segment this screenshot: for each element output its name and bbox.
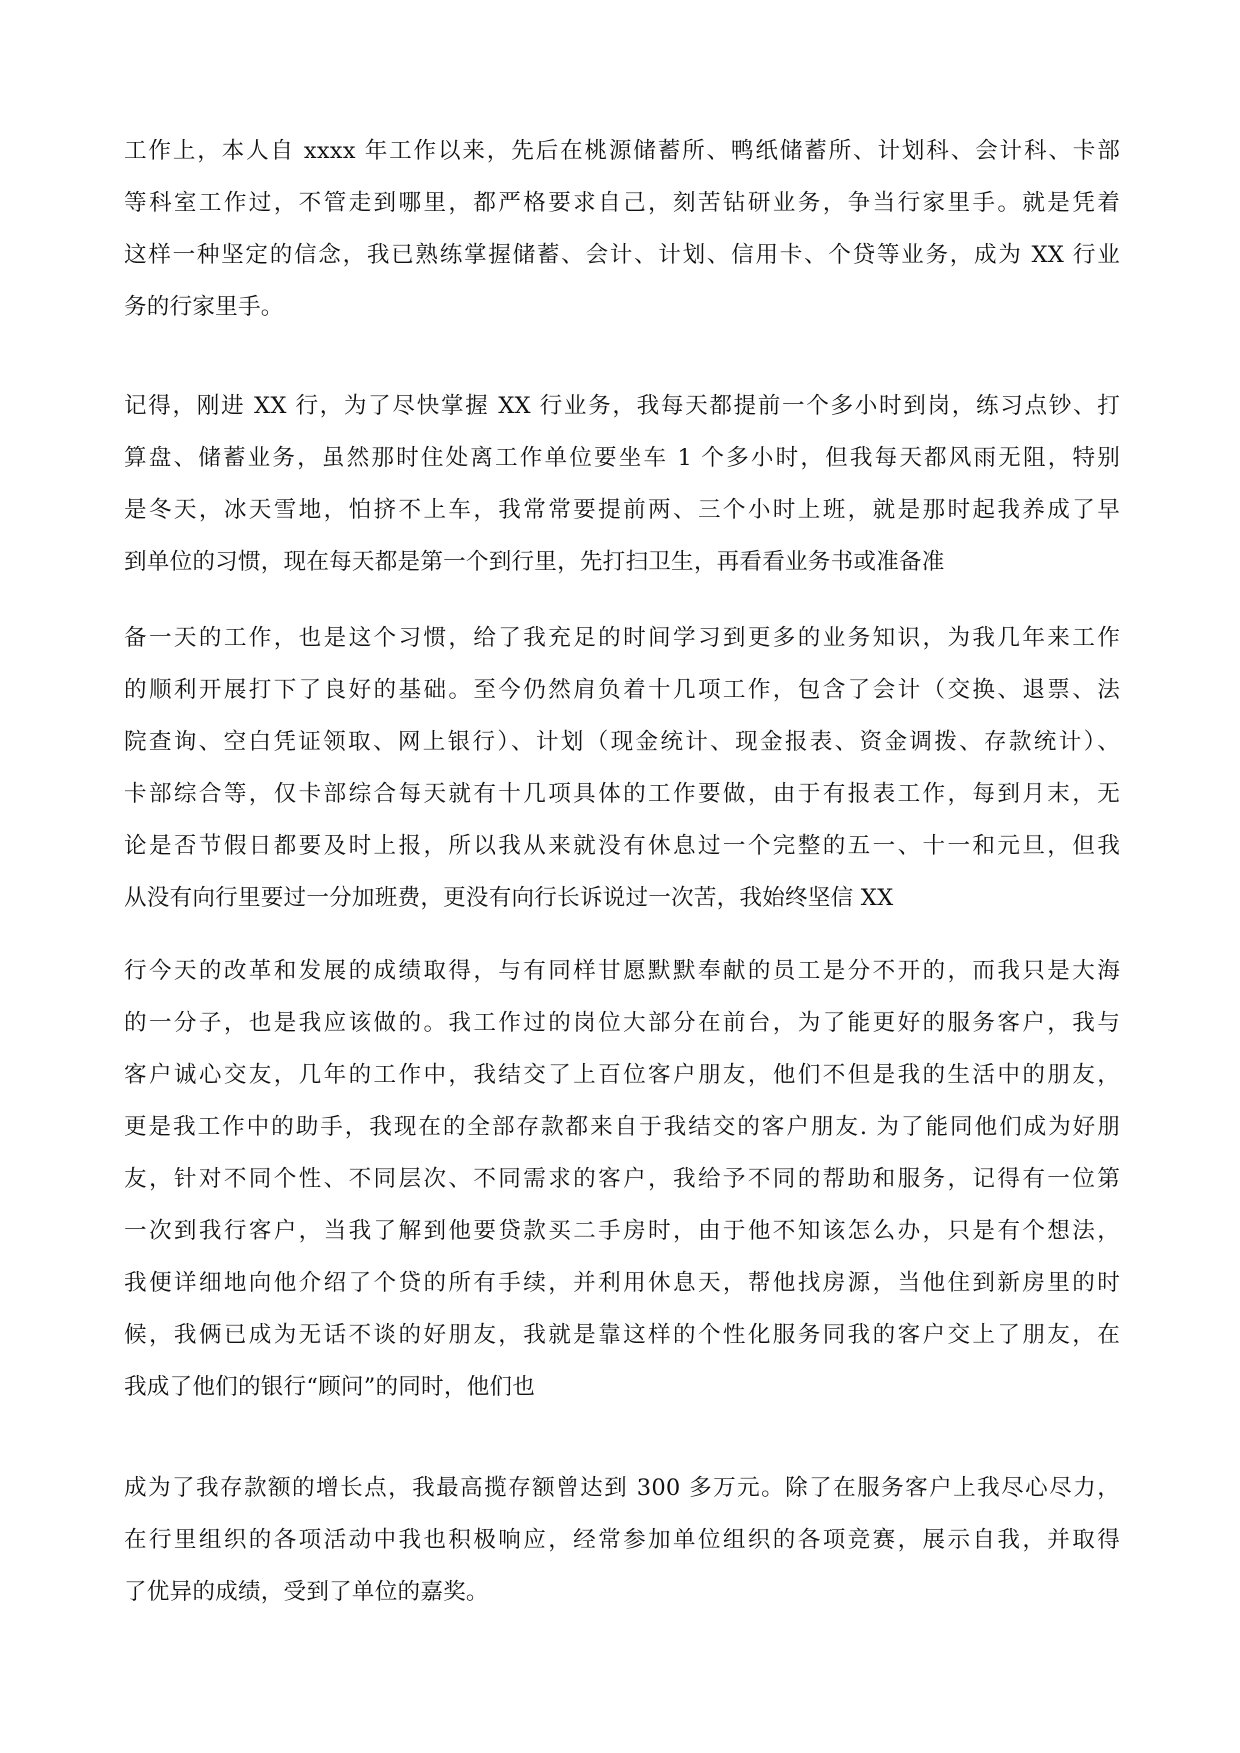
text-line: 务的行家里手。 (124, 294, 284, 320)
text-line: 院查询、空白凭证领取、网上银行）、计划（现金统计、现金报表、资金调拨、存款统计）、 (124, 729, 1120, 755)
text-line: 更是我工作中的助手，我现在的全部存款都来自于我结交的客户朋友. 为了能同他们成为好朋 (124, 1114, 1120, 1140)
text-line: 工作上，本人自 xxxx 年工作以来，先后在桃源储蓄所、鸭纸储蓄所、计划科、会计科、卡部 (124, 138, 1120, 164)
text-line: 我便详细地向他介绍了个贷的所有手续，并利用休息天，帮他找房源，当他住到新房里的时 (124, 1270, 1120, 1296)
text-line: 记得，刚进 XX 行，为了尽快掌握 XX 行业务，我每天都提前一个多小时到岗，练习点钞、打 (124, 393, 1120, 419)
text-line: 到单位的习惯，现在每天都是第一个到行里，先打扫卫生，再看看业务书或准备准 (124, 549, 945, 575)
text-line: 候，我俩已成为无话不谈的好朋友，我就是靠这样的个性化服务同我的客户交上了朋友，在 (124, 1322, 1120, 1348)
text-line: 的顺利开展打下了良好的基础。至今仍然肩负着十几项工作，包含了会计（交换、退票、法 (124, 677, 1120, 703)
paragraph-achievements (124, 1462, 1120, 1618)
text-line: 成为了我存款额的增长点，我最高揽存额曾达到 300 多万元。除了在服务客户上我尽心尽力， (124, 1475, 1120, 1501)
text-line: 备一天的工作，也是这个习惯，给了我充足的时间学习到更多的业务知识，为我几年来工作 (124, 625, 1120, 651)
text-line: 等科室工作过，不管走到哪里，都严格要求自己，刻苦钻研业务，争当行家里手。就是凭着 (124, 190, 1120, 216)
paragraph-early-days (124, 380, 1120, 588)
text-line: 了优异的成绩，受到了单位的嘉奖。 (124, 1579, 489, 1605)
text-line: 的一分子，也是我应该做的。我工作过的岗位大部分在前台，为了能更好的服务客户，我与 (124, 1010, 1120, 1036)
text-line: 我成了他们的银行“顾问”的同时，他们也 (124, 1374, 535, 1400)
text-line: 客户诚心交友，几年的工作中，我结交了上百位客户朋友，他们不但是我的生活中的朋友， (124, 1062, 1120, 1088)
paragraph-responsibilities (124, 612, 1120, 924)
text-line: 算盘、储蓄业务，虽然那时住处离工作单位要坐车 1 个多小时，但我每天都风雨无阻，特别 (124, 445, 1120, 471)
text-line: 这样一种坚定的信念，我已熟练掌握储蓄、会计、计划、信用卡、个贷等业务，成为 XX 行业 (124, 242, 1120, 268)
text-line: 从没有向行里要过一分加班费，更没有向行长诉说过一次苦，我始终坚信 XX (124, 885, 894, 911)
text-line: 一次到我行客户，当我了解到他要贷款买二手房时，由于他不知该怎么办，只是有个想法， (124, 1218, 1120, 1244)
text-line: 卡部综合等，仅卡部综合每天就有十几项具体的工作要做，由于有报表工作，每到月末，无 (124, 781, 1120, 807)
text-line: 行今天的改革和发展的成绩取得，与有同样甘愿默默奉献的员工是分不开的，而我只是大海 (124, 958, 1120, 984)
text-line: 在行里组织的各项活动中我也积极响应，经常参加单位组织的各项竞赛，展示自我，并取得 (124, 1527, 1120, 1553)
text-line: 论是否节假日都要及时上报，所以我从来就没有休息过一个完整的五一、十一和元旦，但我 (124, 833, 1120, 859)
text-line: 友，针对不同个性、不同层次、不同需求的客户，我给予不同的帮助和服务，记得有一位第 (124, 1166, 1120, 1192)
text-line: 是冬天，冰天雪地，怕挤不上车，我常常要提前两、三个小时上班，就是那时起我养成了早 (124, 497, 1120, 523)
paragraph-work-experience (124, 125, 1120, 333)
paragraph-customer-service (124, 945, 1120, 1413)
